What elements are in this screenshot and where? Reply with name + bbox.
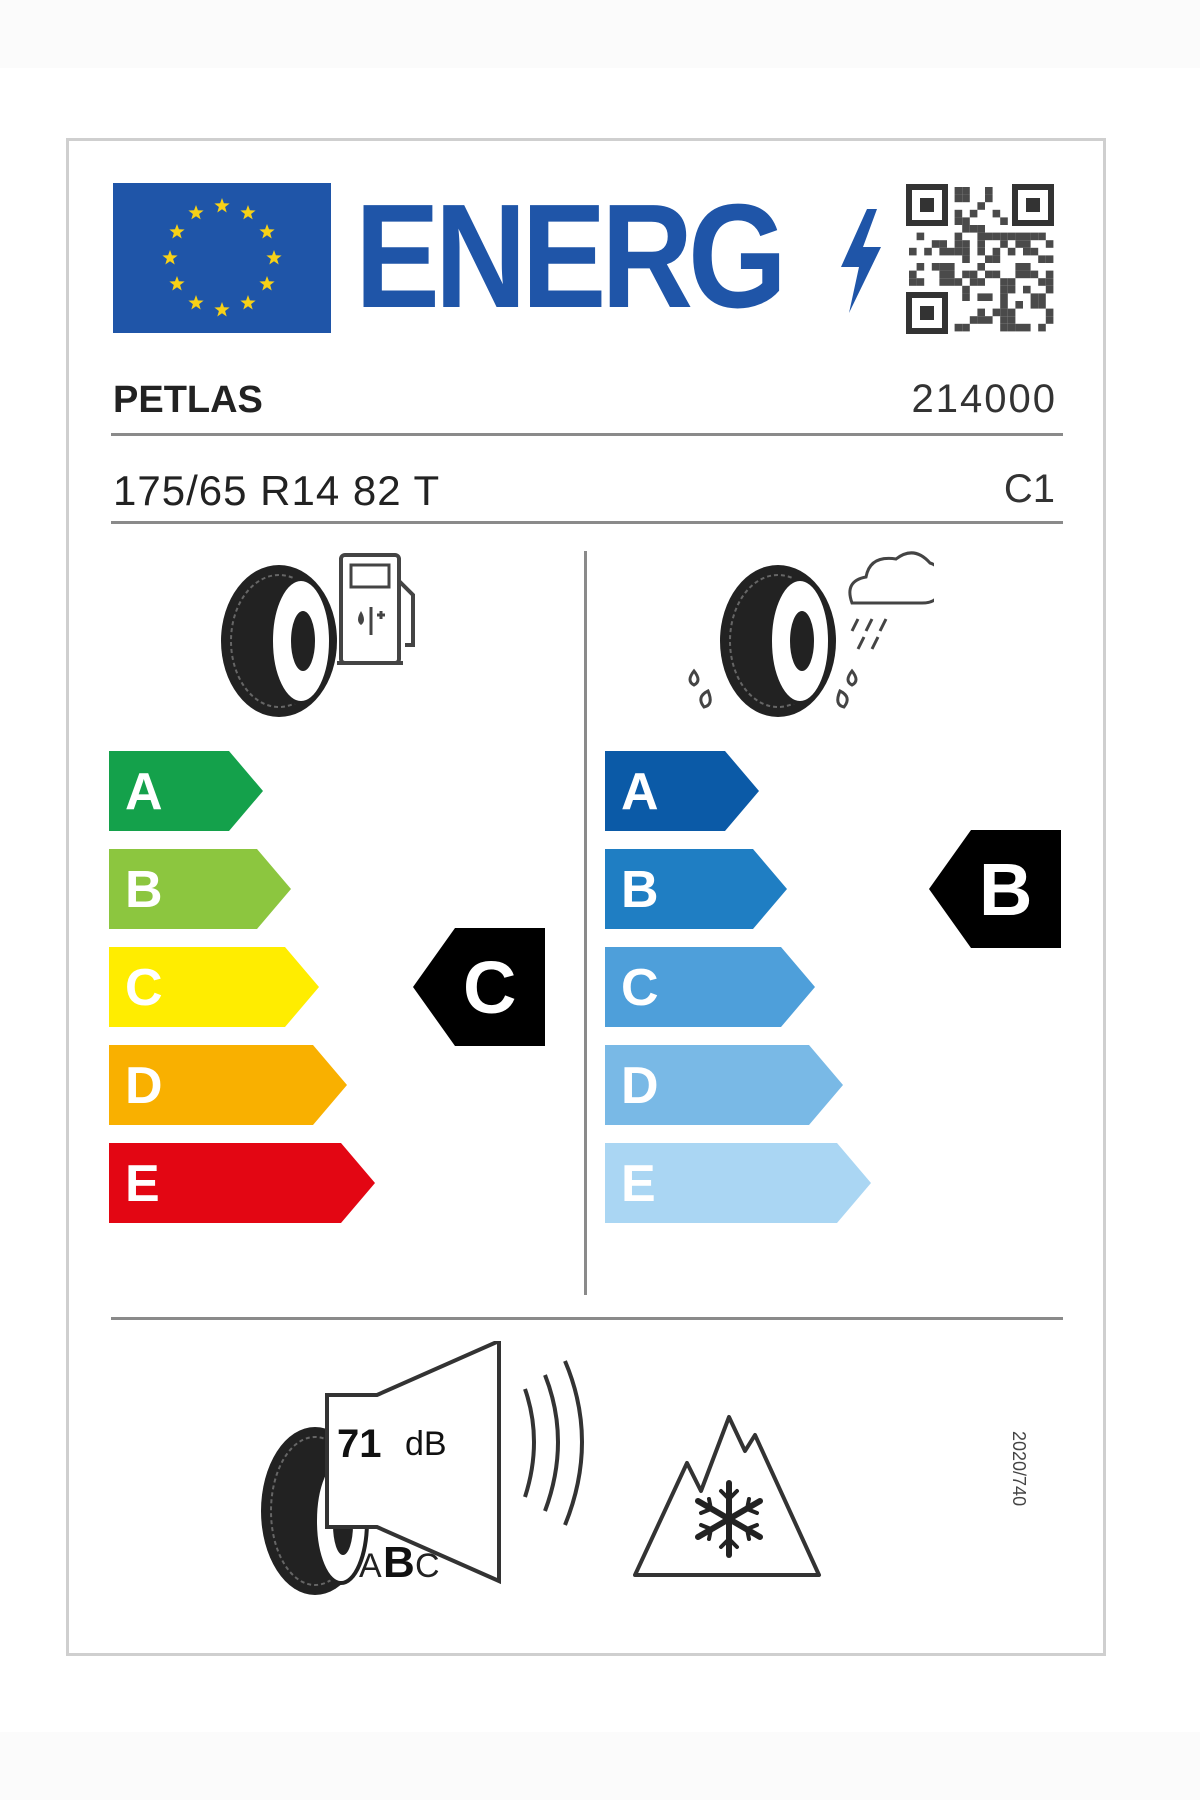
wet-letter-e: E bbox=[621, 1155, 656, 1213]
fuel-letter-a: A bbox=[125, 763, 163, 821]
divider bbox=[111, 1317, 1063, 1320]
noise-class-b: B bbox=[383, 1538, 415, 1587]
wet-letter-a: A bbox=[621, 763, 659, 821]
noise-class-a: A bbox=[359, 1547, 382, 1585]
eu-star-icon bbox=[188, 295, 203, 310]
wet-marker-letter: B bbox=[979, 848, 1033, 931]
rating-scales bbox=[109, 751, 1069, 1311]
wet-grip-rating-marker bbox=[929, 830, 1061, 948]
wet-letter-b: B bbox=[621, 861, 659, 919]
noise-class-c: C bbox=[415, 1547, 440, 1585]
eu-flag bbox=[113, 183, 331, 333]
wet-letter-d: D bbox=[621, 1057, 659, 1115]
eu-star-icon bbox=[169, 224, 184, 239]
fuel-letter-b: B bbox=[125, 861, 163, 919]
tyre-speaker-icon bbox=[249, 1341, 669, 1621]
eu-star-icon bbox=[259, 276, 274, 291]
eu-star-icon bbox=[240, 205, 255, 219]
supplier-name: PETLAS bbox=[113, 379, 263, 421]
eu-star-icon bbox=[188, 205, 203, 219]
lightning-bolt-icon bbox=[837, 209, 885, 313]
top-band bbox=[0, 0, 1200, 68]
tyre-energy-label bbox=[66, 138, 1106, 1656]
eu-star-icon bbox=[240, 295, 255, 310]
eu-star-icon bbox=[266, 250, 281, 265]
wet-letter-c: C bbox=[621, 959, 659, 1017]
wet-grip-scale bbox=[605, 751, 871, 1223]
divider bbox=[111, 433, 1063, 436]
fuel-letter-e: E bbox=[125, 1155, 160, 1213]
eu-star-icon bbox=[214, 198, 229, 213]
eu-stars-icon bbox=[113, 183, 331, 333]
regulation-number: 2020/740 bbox=[1009, 1431, 1029, 1507]
tyre-fuel-pump-icon bbox=[219, 541, 419, 721]
tyre-size: 175/65 R14 82 T bbox=[113, 467, 441, 514]
bottom-band bbox=[0, 1732, 1200, 1800]
fuel-marker-letter: C bbox=[463, 946, 517, 1029]
fuel-efficiency-rating-marker bbox=[413, 928, 545, 1046]
noise-value: 71 bbox=[337, 1422, 382, 1466]
noise-unit: dB bbox=[405, 1425, 447, 1463]
fuel-letter-c: C bbox=[125, 959, 163, 1017]
eu-star-icon bbox=[169, 276, 184, 291]
fuel-efficiency-scale bbox=[109, 751, 375, 1223]
eu-star-icon bbox=[259, 224, 274, 239]
three-peak-mountain-snowflake-icon bbox=[629, 1391, 829, 1591]
energy-title: ENERG bbox=[355, 174, 782, 339]
divider bbox=[111, 521, 1063, 524]
tyre-class: C1 bbox=[1003, 467, 1055, 511]
eu-star-icon bbox=[162, 250, 177, 265]
fuel-letter-d: D bbox=[125, 1057, 163, 1115]
qr-code-icon bbox=[905, 183, 1055, 335]
type-identifier: 214000 bbox=[911, 377, 1057, 421]
eu-star-icon bbox=[214, 302, 229, 317]
tyre-rain-cloud-icon bbox=[674, 541, 934, 731]
